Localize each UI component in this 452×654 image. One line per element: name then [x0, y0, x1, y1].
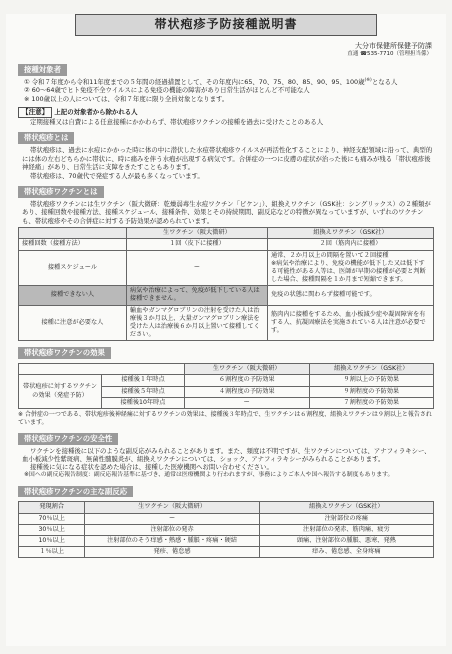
vaccine-heading: 帯状疱疹ワクチンとは — [18, 186, 104, 198]
table-row: １％以上 発疹、倦怠感 痒み、倦怠感、全身疼痛 — [19, 547, 434, 558]
table-row: 接種回数（接種方法） １回（皮下に接種） ２回（筋肉内に接種） — [19, 239, 434, 250]
document-page — [6, 14, 446, 646]
target-item-1: ① 令和７年度から令和11年度までの５年間の経過措置として、その年度内に65、70、75、80、85、90、95、100歳(※)となる人 — [24, 77, 398, 86]
about-paragraph-1: 帯状疱疹は、過去に水痘にかかった時に体の中に潜伏した水痘帯状疱疹ウイルスが再活性化することにより、神経支配領域に沿って、典型的には体の左右どちらかに帯状に、時に痛みを伴う水疱が出現する病気です。合併症の一つに皮膚の症状が治った後にも痛みが残る「帯状疱疹後神経痛」があり、日常生活に支障をきたすこともあります。 — [22, 146, 433, 172]
table-row: 10％以上 注射部位のそう痒感・熱感・腫脹・疼痛・硬結 頭痛、注射部位の腫脹、悪寒、発熱 — [19, 535, 434, 546]
side-effect-table — [18, 501, 434, 558]
table-row: 帯状疱疹に対するワクチンの効果（発症予防） 接種後１年時点 ６割程度の予防効果 ９割以上の予防効果 — [19, 375, 434, 386]
effect-section — [18, 345, 434, 426]
safety-paragraph-1: ワクチンを接種後に以下のような副反応がみられることがあります。また、頻度は不明ですが、生ワクチンについては、アナフィラキシー、血小板減少性紫斑病、無菌性髄膜炎が、組換えワクチンについては、ショック、アナフィラキシーがみられることがあります。 — [22, 446, 431, 463]
about-section — [18, 130, 434, 180]
vaccine-section — [18, 184, 434, 341]
target-item-2: ② 60～64歳でヒト免疫不全ウイルスによる免疫の機能の障害があり日常生活がほとんど不可能な人 — [24, 86, 310, 95]
safety-section — [18, 431, 434, 480]
effect-note: ※ 合併症の一つである、帯状疱疹後神経痛に対するワクチンの効果は、接種後３年時点で、生ワクチンは６割程度、組換えワクチンは９割以上と報告されています。 — [18, 410, 432, 426]
safety-paragraph-3: ※国への副反応報告制度：副反応報告基準に基づき、通常は医療機関より行われますが、事務によりご本人や国へ報告する制度もあります。 — [24, 471, 394, 478]
note-title: 上記の対象者から除かれる人 — [54, 108, 138, 117]
table-row: 70％以上 ー 注射部位の疼痛 — [19, 513, 434, 524]
about-heading: 帯状疱疹とは — [18, 132, 74, 144]
safety-heading: 帯状疱疹ワクチンの安全性 — [18, 433, 118, 445]
table-header: 組換えワクチン（GSK社） — [309, 364, 434, 375]
note-body: 定期接種又は自費による任意接種にかかわらず、帯状疱疹ワクチンの接種を過去に受けたことのある人 — [30, 118, 324, 127]
vaccine-paragraph: 帯状疱疹ワクチンには生ワクチン（阪大微研：乾燥弱毒生水痘ワクチン「ビケン」）、組換えワクチン（GSK社：シングリックス）の２種類があり、接種回数や接種方法、接種スケジュール、接種条件、効果とその持続期間、副反応などの特徴が異なっていますが、いずれのワクチンも、帯状疱疹やその合併症に対する予防効果が認められています。 — [22, 199, 431, 225]
table-row: 接種後５年時点 ４割程度の予防効果 ９割程度の予防効果 — [19, 386, 434, 397]
safety-paragraph-2: 接種後に気になる症状を認めた場合は、接種した医療機関へお問い合わせください。 — [30, 463, 273, 472]
target-item-3: ※ 100歳以上の人については、令和７年度に限り全員対象となります。 — [24, 94, 229, 103]
page-title: 帯状疱疹予防接種説明書 — [75, 14, 377, 36]
target-heading: 接種対象者 — [18, 64, 67, 76]
effect-heading: 帯状疱疹ワクチンの効果 — [18, 347, 111, 359]
issuer-block — [6, 42, 432, 58]
table-header: 組換えワクチン（GSK社） — [259, 502, 433, 513]
side-effect-section — [18, 484, 434, 559]
issuer-org: 大分市保健所保健予防課 — [355, 41, 432, 50]
table-row: 接種できない人 病気や治療によって、免疫が低下している人は接種できません。 免疫の状態に関わらず接種可能です。 — [19, 286, 434, 305]
table-row: 接種に注意が必要な人 輸血やガンマグロブリンの注射を受けた人は治療後３か月以上、大量ガンマグロブリン療法を受けた人は治療後６か月以上置いて接種してください。 筋肉内に接種をするため、血小板減少症や凝固障害を有する人、抗凝固療法を実施されている人は注意が必要です。 — [19, 305, 434, 341]
table-header: 生ワクチン（阪大微研） — [185, 364, 310, 375]
vaccine-comparison-table — [18, 227, 434, 341]
target-section — [18, 62, 434, 126]
issuer-phone: 直通 ☎535-7710（管理担当係） — [347, 50, 432, 57]
effect-table — [18, 363, 434, 409]
table-row: 30％以上 注射部位の発赤 注射部位の発赤、筋肉痛、疲労 — [19, 524, 434, 535]
table-header: 生ワクチン（阪大微研） — [126, 228, 267, 239]
table-header: 生ワクチン（阪大微研） — [85, 502, 259, 513]
table-row: 接種スケジュール ー 通常、２か月以上の間隔を置いて２回接種 ※病気や治療により、免疫の機能が低下した又は低下する可能性がある人等は、医師が早期の接種が必要と判断した場合、接種間隔を１か月まで短縮できます。 — [19, 250, 434, 286]
table-header — [19, 228, 127, 239]
side-effect-heading: 帯状疱疹ワクチンの主な副反応 — [18, 486, 133, 498]
table-header: 組換えワクチン（GSK社） — [267, 228, 433, 239]
effect-row-label: 帯状疱疹に対するワクチンの効果（発症予防） — [19, 375, 102, 409]
about-paragraph-2: 帯状疱疹は、70歳代で発症する人が最も多くなっています。 — [30, 171, 204, 180]
note-label: 【注意】 — [18, 107, 52, 118]
table-header: 発現割合 — [19, 502, 85, 513]
table-row: 接種後10年時点 ー ７割程度の予防効果 — [19, 397, 434, 408]
